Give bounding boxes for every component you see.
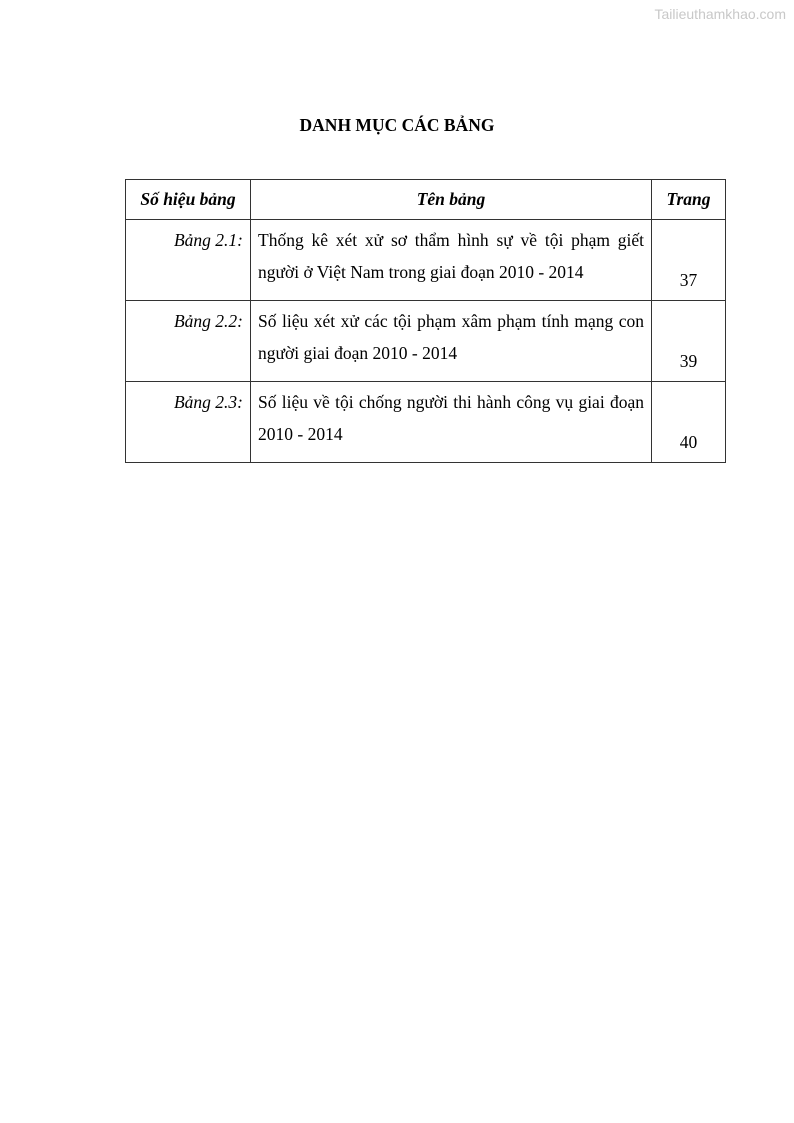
table-page: 37 <box>652 220 726 301</box>
table-name: Số liệu về tội chống người thi hành công vụ giai đoạn 2010 - 2014 <box>251 382 652 463</box>
table-page: 39 <box>652 301 726 382</box>
table-number: Bảng 2.2: <box>126 301 251 382</box>
table-header-row <box>126 180 726 220</box>
page-title: DANH MỤC CÁC BẢNG <box>299 115 495 135</box>
header-page: Trang <box>652 180 726 220</box>
watermark: Tailieuthamkhao.com <box>654 6 786 22</box>
table-name: Số liệu xét xử các tội phạm xâm phạm tính mạng con người giai đoạn 2010 - 2014 <box>251 301 652 382</box>
table-row <box>126 301 726 382</box>
tables-list <box>125 179 726 463</box>
table-row <box>126 382 726 463</box>
table-number: Bảng 2.3: <box>126 382 251 463</box>
table-name: Thống kê xét xử sơ thẩm hình sự về tội phạm giết người ở Việt Nam trong giai đoạn 2010 - 2014 <box>251 220 652 301</box>
table-row <box>126 220 726 301</box>
header-number: Số hiệu bảng <box>126 180 251 220</box>
header-name: Tên bảng <box>251 180 652 220</box>
table-page: 40 <box>652 382 726 463</box>
table-number: Bảng 2.1: <box>126 220 251 301</box>
